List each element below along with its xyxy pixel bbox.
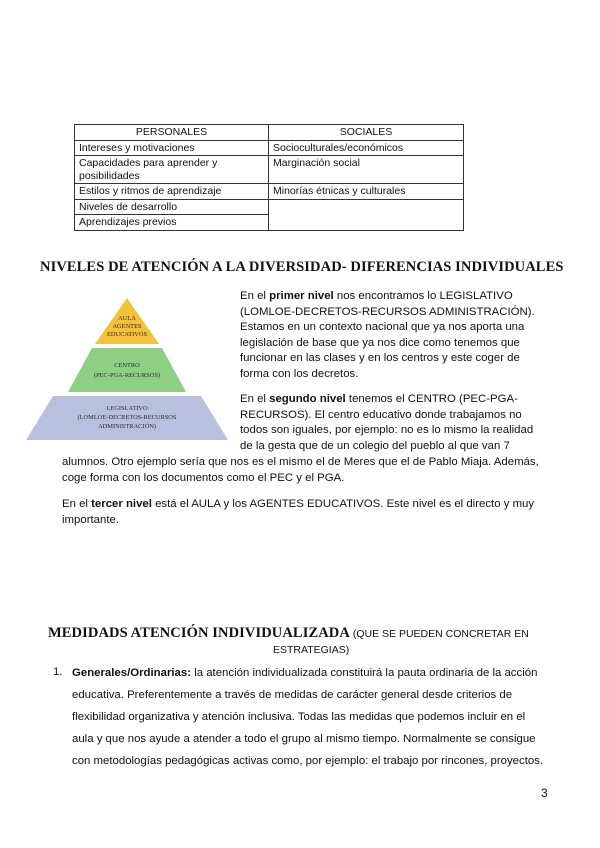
- text-run: En el: [240, 393, 270, 405]
- paragraph-primer-nivel: [240, 289, 535, 383]
- text-line: aula y que nos ayude a atender a todo el grupo al mismo tiempo. Normalmente se consigue: [72, 733, 536, 745]
- pyramid-top-label-1: AULA: [118, 315, 136, 322]
- table-cell: Marginación social: [269, 156, 464, 184]
- table-cell: Estilos y ritmos de aprendizaje: [75, 184, 269, 200]
- bold-text: segundo nivel: [269, 393, 346, 405]
- table-cell: Minorías étnicas y culturales: [269, 184, 464, 200]
- text-run: En el: [62, 498, 92, 510]
- text-line: todos son iguales, por ejemplo: no es lo mismo la realidad: [240, 424, 534, 437]
- section-subtitle-cont: ESTRATEGIAS): [273, 644, 350, 656]
- text-line: (LOMLOE-DECRETOS-RECURSOS ADMINISTRACIÓN).: [240, 305, 535, 318]
- text-line: RECURSOS). El centro educativo donde trabajamos no: [240, 408, 522, 421]
- table-cell: Niveles de desarrollo: [75, 199, 269, 215]
- text-line: [240, 289, 535, 305]
- bold-text: primer nivel: [269, 290, 334, 302]
- pyramid-bottom-label-2: (LOMLOE-DECRETOS-RECURSOS: [77, 414, 177, 421]
- table-row: [75, 184, 464, 200]
- text-line: [72, 662, 564, 684]
- pyramid-middle-label-1: CENTRO: [114, 362, 140, 369]
- pyramid-top-label-3: EDUCATIVOS: [106, 331, 148, 338]
- table-cell-empty: [269, 199, 464, 230]
- section-title-niveles: NIVELES DE ATENCIÓN A LA DIVERSIDAD- DIFERENCIAS INDIVIDUALES: [40, 259, 564, 275]
- text-line: legislación de base que ya nos dice como tenemos que: [240, 336, 520, 349]
- bold-text: tercer nivel: [91, 498, 152, 510]
- paragraph-segundo-nivel: [240, 392, 533, 454]
- pyramid-top-label-2: AGENTES: [112, 323, 142, 330]
- pyramid-middle-tier: [68, 348, 186, 392]
- text-run: nos encontramos lo LEGISLATIVO: [333, 290, 513, 302]
- table-header-row: [75, 125, 464, 141]
- text-run: está el AULA y los AGENTES EDUCATIVOS. Este nivel es el directo y muy: [151, 498, 535, 510]
- text-line: alumnos. Otro ejemplo sería que nos es el mismo el de Meres que el de Pablo Miaja. Además,: [62, 456, 539, 468]
- text-line: con metodologías pedagógicas activas como, por ejemplo: el trabajo por rincones, proyectos.: [72, 755, 544, 767]
- pyramid-middle-label-2: (PEC-PGA-RECURSOS): [93, 372, 161, 379]
- pyramid-diagram: [26, 296, 228, 442]
- text-line: forma con los decretos.: [240, 367, 359, 380]
- list-number: 1.: [53, 666, 63, 678]
- table-row: [75, 156, 464, 184]
- text-line: importante.: [62, 513, 119, 526]
- text-run: tenemos el CENTRO (PEC-PGA-: [345, 393, 518, 405]
- bold-text: Generales/Ordinarias:: [72, 667, 192, 679]
- table-cell: Intereses y motivaciones: [75, 140, 269, 156]
- section-title-main: MEDIDADS ATENCIÓN INDIVIDUALIZADA: [48, 625, 350, 641]
- page-number: 3: [541, 786, 548, 800]
- text-line: flexibilidad organizativa y atención inclusiva. Todas las medidas que podemos incluir en el: [72, 711, 526, 723]
- paragraph-segundo-nivel-cont: [62, 455, 539, 486]
- text-run: En el: [240, 290, 270, 302]
- text-line: Estamos en un contexto nacional que ya nos aporta una: [240, 321, 525, 334]
- table-row: [75, 140, 464, 156]
- text-line: de la gesta que de un colegio del pueblo al que van 7: [240, 439, 510, 452]
- table-cell: Socioculturales/económicos: [269, 140, 464, 156]
- factors-table: [74, 124, 464, 231]
- list-item-generales: [72, 662, 564, 772]
- table-cell: Capacidades para aprender y posibilidades: [75, 156, 269, 184]
- table-cell: Aprendizajes previos: [75, 215, 269, 231]
- section-title-medidas: [48, 624, 529, 642]
- pyramid-bottom-label-1: LEGISLATIVO: [106, 405, 148, 412]
- section-subtitle: (QUE SE PUEDEN CONCRETAR EN: [349, 628, 529, 640]
- text-line: funcionar en las clases y en los centros y este coger de: [240, 352, 520, 365]
- pyramid-bottom-label-3: ADMINISTRACIÓN): [98, 423, 156, 430]
- text-line: [62, 497, 534, 513]
- text-line: educativa. Preferentemente a través de medidas de carácter general desde criterios de: [72, 689, 513, 701]
- paragraph-tercer-nivel: [62, 497, 534, 528]
- text-run: la atención individualizada constituirá la pauta ordinaria de la acción: [191, 667, 538, 679]
- table-row: [75, 199, 464, 215]
- text-line: [240, 392, 533, 408]
- text-line: coge forma con los documentos como el PEC y el PGA.: [62, 471, 345, 484]
- header-personales: PERSONALES: [75, 125, 269, 141]
- header-sociales: SOCIALES: [269, 125, 464, 141]
